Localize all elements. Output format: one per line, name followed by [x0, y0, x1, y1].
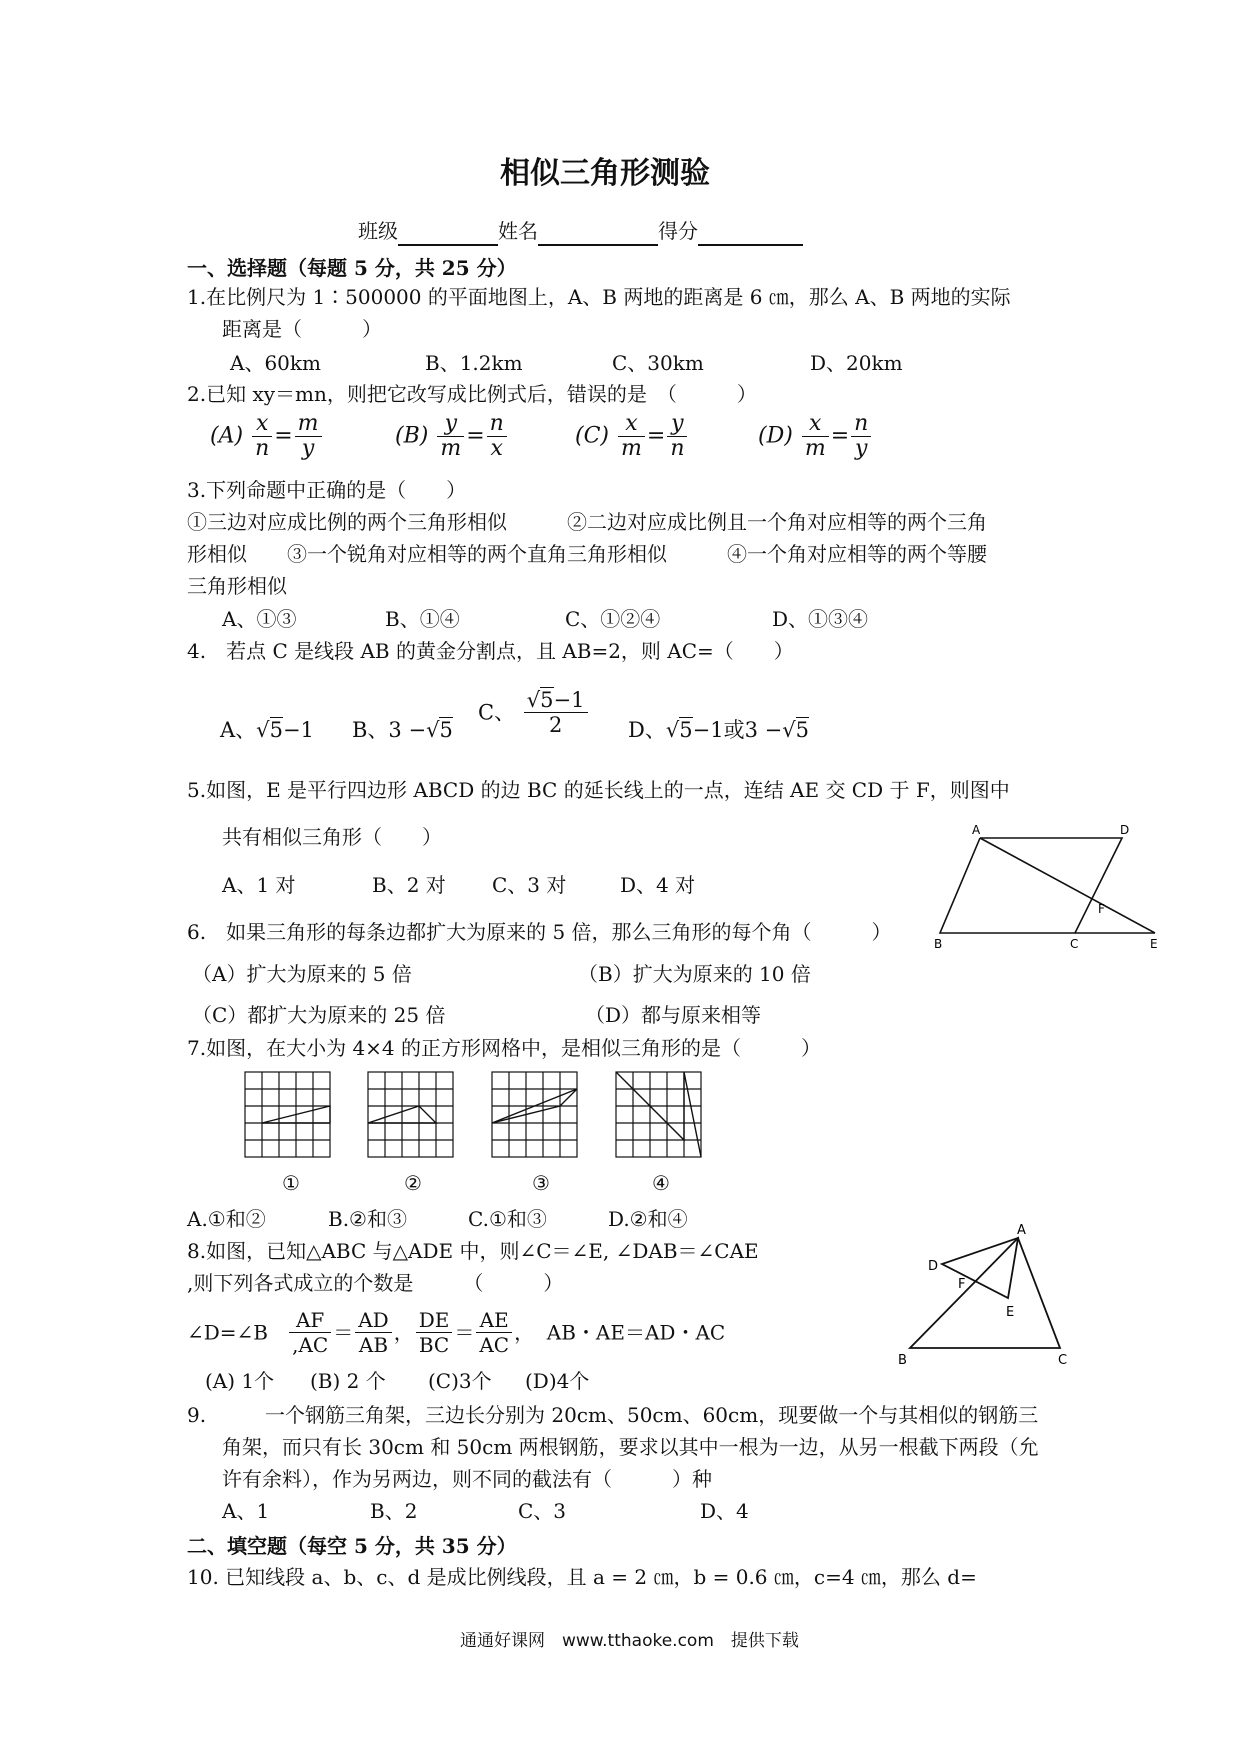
- q2-option-a[interactable]: (A) $\frac{x}{n}$ = $\frac{m}{y}$: [210, 412, 324, 461]
- q3-stem: 3.下列命题中正确的是（ ）: [187, 478, 467, 502]
- class-input[interactable]: [398, 222, 498, 246]
- q2-option-d[interactable]: (D) $\frac{x}{m}$ = $\frac{n}{y}$: [758, 412, 873, 461]
- grid-3: [492, 1072, 577, 1157]
- label-b: B: [898, 1353, 907, 1368]
- q1-option-c[interactable]: C、30km: [612, 351, 704, 375]
- label-c: C: [1058, 1353, 1068, 1368]
- q8-conditions: ∠D=∠B $\frac{AF}{,AC}$ ＝ $\frac{AD}{AB}$ ， $\frac{DE}{BC}$ ＝ $\frac{AE}{AC}$ ， AB・AE＝AD・AC: [187, 1308, 726, 1357]
- den: AB: [358, 1333, 389, 1357]
- q4-c-frac: [524, 688, 588, 737]
- section-heading-fill: 二、填空题（每空 5 分，共 35 分）: [187, 1534, 517, 1558]
- q2-b-right-frac: [487, 412, 507, 461]
- num: AE: [476, 1308, 512, 1333]
- q9-option-b[interactable]: B、2: [370, 1499, 418, 1523]
- q8-frac4: [476, 1308, 512, 1357]
- grid-1: [245, 1072, 330, 1157]
- sqrt-symbol: √: [526, 688, 541, 712]
- score-input[interactable]: [698, 222, 803, 246]
- q2-c-left-frac: [618, 412, 645, 461]
- q8-option-d[interactable]: (D)4个: [525, 1369, 590, 1393]
- grid-label-2: ②: [404, 1171, 422, 1195]
- q2-b-label: (B): [395, 423, 429, 449]
- grid-2: [368, 1072, 453, 1157]
- q10-stem: 10. 已知线段 a、b、c、d 是成比例线段，且 a = 2 ㎝，b = 0.6 ㎝，c=4 ㎝，那么 d=: [187, 1565, 977, 1589]
- q5-option-b[interactable]: B、2 对: [372, 873, 446, 897]
- den: ,AC: [292, 1333, 329, 1357]
- q4-b-label: B、3 −: [352, 718, 427, 742]
- num: x: [252, 412, 272, 437]
- q4-d-root-arg: 5: [679, 718, 693, 742]
- q2-d-label: (D): [758, 423, 793, 449]
- q4-a-label: A、: [220, 718, 257, 742]
- q8-option-c[interactable]: (C)3个: [428, 1369, 492, 1393]
- q8-cond-last: AB・AE＝AD・AC: [546, 1320, 726, 1345]
- grid-label-3: ③: [532, 1171, 550, 1195]
- q6-option-d[interactable]: （D）都与原来相等: [585, 1003, 762, 1027]
- segment-ae: [980, 838, 1155, 933]
- q9-option-c[interactable]: C、3: [518, 1499, 567, 1523]
- triangle-ade: [942, 1238, 1018, 1298]
- q4-option-b[interactable]: [352, 715, 453, 745]
- q2-c-right-frac: [667, 412, 687, 461]
- q4-d-root-arg2: 5: [795, 718, 809, 742]
- q2-d-right-frac: [851, 412, 871, 461]
- q4-option-d[interactable]: [628, 715, 809, 745]
- q1-stem-cont: 距离是（ ）: [222, 317, 382, 341]
- q9-line3: 许有余料），作为另两边，则不同的截法有（ ）种: [222, 1467, 712, 1491]
- q4-a-root-arg: 5: [269, 718, 283, 742]
- q9-option-a[interactable]: A、1: [222, 1499, 270, 1523]
- q1-stem: 1.在比例尺为 1∶500000 的平面地图上，A、B 两地的距离是 6 ㎝，那么 A、B 两地的实际: [187, 285, 1011, 309]
- label-e: E: [1150, 937, 1158, 951]
- den: y: [301, 436, 315, 461]
- q6-option-b[interactable]: （B）扩大为原来的 10 倍: [578, 962, 811, 986]
- q4-stem: 4. 若点 C 是线段 AB 的黄金分割点，且 AB=2，则 AC=（ ）: [187, 639, 794, 663]
- q4-option-a[interactable]: [220, 715, 314, 745]
- q7-option-d[interactable]: D.②和④: [608, 1207, 688, 1231]
- num-rest: −1: [553, 688, 585, 712]
- q3-option-c[interactable]: C、①②④: [565, 607, 661, 631]
- triangle-figure: [890, 1222, 1090, 1372]
- num: AD: [355, 1308, 391, 1333]
- label-a: A: [1017, 1223, 1026, 1238]
- q2-option-b[interactable]: (B) $\frac{y}{m}$ = $\frac{n}{x}$: [395, 412, 509, 461]
- num: m: [295, 412, 322, 437]
- triangle-abc: [910, 1238, 1060, 1348]
- footer: 通通好课网 www.tthaoke.com 提供下载: [460, 1631, 799, 1651]
- name-input[interactable]: [538, 222, 658, 246]
- q9-number: 9.: [187, 1403, 207, 1427]
- header-fields: [358, 216, 803, 246]
- q2-d-left-frac: [802, 412, 829, 461]
- grid-4: [616, 1072, 701, 1157]
- q4-option-c[interactable]: [478, 688, 590, 737]
- q2-a-right-frac: [295, 412, 322, 461]
- q1-option-b[interactable]: B、1.2km: [425, 351, 523, 375]
- q8-option-b[interactable]: (B) 2 个: [310, 1369, 386, 1393]
- den: BC: [418, 1333, 450, 1357]
- q2-c-label: (C): [575, 423, 609, 449]
- q8-frac3: [416, 1308, 453, 1357]
- num: y: [437, 412, 464, 437]
- q8-stem-cont: ,则下列各式成立的个数是 （ ）: [187, 1271, 564, 1295]
- den: m: [804, 436, 826, 461]
- class-label: 班级: [358, 219, 398, 243]
- q5-option-c[interactable]: C、3 对: [492, 873, 567, 897]
- q6-option-a[interactable]: （A）扩大为原来的 5 倍: [192, 962, 412, 986]
- q3-line3: 三角形相似: [187, 574, 287, 598]
- name-label: 姓名: [498, 219, 538, 243]
- label-e: E: [1006, 1305, 1015, 1320]
- grid-label-4: ④: [652, 1171, 670, 1195]
- sqrt-symbol: √: [665, 718, 680, 742]
- score-label: 得分: [658, 219, 698, 243]
- q8-cond1: ∠D=∠B: [187, 1320, 269, 1345]
- q6-stem: 6. 如果三角形的每条边都扩大为原来的 5 倍，那么三角形的每个角（ ）: [187, 920, 892, 944]
- q3-line2: 形相似 ③一个锐角对应相等的两个直角三角形相似 ④一个角对应相等的两个等腰: [187, 542, 987, 566]
- q4-a-rest: −1: [282, 718, 314, 742]
- label-d: D: [928, 1259, 939, 1274]
- num: DE: [416, 1308, 453, 1333]
- parallelogram-figure: [920, 820, 1170, 955]
- q9-option-d[interactable]: D、4: [700, 1499, 749, 1523]
- q8-stem: 8.如图，已知△ABC 与△ADE 中，则∠C＝∠E, ∠DAB＝∠CAE: [187, 1239, 759, 1263]
- q5-option-a[interactable]: A、1 对: [222, 873, 296, 897]
- num: AF: [289, 1308, 331, 1333]
- triangle-4: [616, 1072, 701, 1157]
- num: y: [667, 412, 687, 437]
- den: n: [670, 436, 685, 461]
- q2-b-left-frac: [437, 412, 464, 461]
- root-arg: 5: [540, 688, 554, 712]
- page-title: 相似三角形测验: [500, 156, 710, 191]
- label-f: F: [1098, 902, 1105, 916]
- label-a: A: [972, 823, 981, 837]
- label-f: F: [958, 1277, 966, 1292]
- q4-d-label: D、: [628, 718, 666, 742]
- q9-line2: 角架，而只有长 30cm 和 50cm 两根钢筋，要求以其中一根为一边，从另一根截下两段（允: [222, 1435, 1039, 1459]
- den: 2: [548, 713, 563, 737]
- q3-option-b[interactable]: B、①④: [385, 607, 460, 631]
- q4-d-mid: −1或3 −: [692, 718, 783, 742]
- q2-a-label: (A): [210, 423, 244, 449]
- q7-option-a[interactable]: A.①和②: [187, 1207, 266, 1231]
- q6-option-c[interactable]: （C）都扩大为原来的 25 倍: [192, 1003, 446, 1027]
- grid-label-1: ①: [282, 1171, 300, 1195]
- label-b: B: [934, 937, 943, 951]
- q8-frac1: [289, 1308, 331, 1357]
- q5-stem: 5.如图，E 是平行四边形 ABCD 的边 BC 的延长线上的一点，连结 AE 交 CD 于 F，则图中: [187, 778, 1010, 802]
- num: x: [802, 412, 829, 437]
- q5-stem-cont: 共有相似三角形（ ）: [222, 825, 442, 849]
- q9-line1: 一个钢筋三角架，三边长分别为 20cm、50cm、60cm，现要做一个与其相似的钢筋三: [265, 1403, 1039, 1427]
- q7-option-b[interactable]: B.②和③: [328, 1207, 407, 1231]
- q8-frac2: [355, 1308, 391, 1357]
- sqrt-symbol: √: [782, 718, 796, 742]
- num: n: [851, 412, 871, 437]
- q3-option-a[interactable]: A、①③: [222, 607, 297, 631]
- num: [524, 688, 588, 713]
- q3-line1: ①三边对应成比例的两个三角形相似 ②二边对应成比例且一个角对应相等的两个三角: [187, 510, 987, 534]
- q7-stem: 7.如图，在大小为 4×4 的正方形网格中，是相似三角形的是（ ）: [187, 1036, 822, 1060]
- q2-a-left-frac: [252, 412, 272, 461]
- q4-b-root-arg: 5: [439, 718, 453, 742]
- q1-option-d[interactable]: D、20km: [810, 351, 903, 375]
- sqrt-symbol: √: [426, 718, 440, 742]
- den: x: [490, 436, 503, 461]
- den: y: [854, 436, 868, 461]
- den: n: [255, 436, 270, 461]
- q1-option-a[interactable]: A、60km: [230, 351, 321, 375]
- num: n: [487, 412, 507, 437]
- den: AC: [479, 1333, 510, 1357]
- grid-figures: [240, 1070, 720, 1170]
- q3-option-d[interactable]: D、①③④: [772, 607, 869, 631]
- q2-option-c[interactable]: (C) $\frac{x}{m}$ = $\frac{y}{n}$: [575, 412, 689, 461]
- num: x: [618, 412, 645, 437]
- sqrt-symbol: √: [256, 718, 270, 742]
- q2-stem: 2.已知 xy＝mn，则把它改写成比例式后，错误的是 （ ）: [187, 382, 757, 406]
- label-d: D: [1120, 823, 1130, 837]
- q8-option-a[interactable]: (A) 1个: [205, 1369, 275, 1393]
- label-c: C: [1070, 937, 1079, 951]
- q4-c-label: C、: [478, 700, 516, 725]
- q7-option-c[interactable]: C.①和③: [468, 1207, 547, 1231]
- q5-option-d[interactable]: D、4 对: [620, 873, 696, 897]
- den: m: [621, 436, 642, 461]
- section-heading-choice: 一、选择题（每题 5 分，共 25 分）: [187, 256, 517, 280]
- den: m: [440, 436, 462, 461]
- parallelogram-abcd: [940, 838, 1122, 933]
